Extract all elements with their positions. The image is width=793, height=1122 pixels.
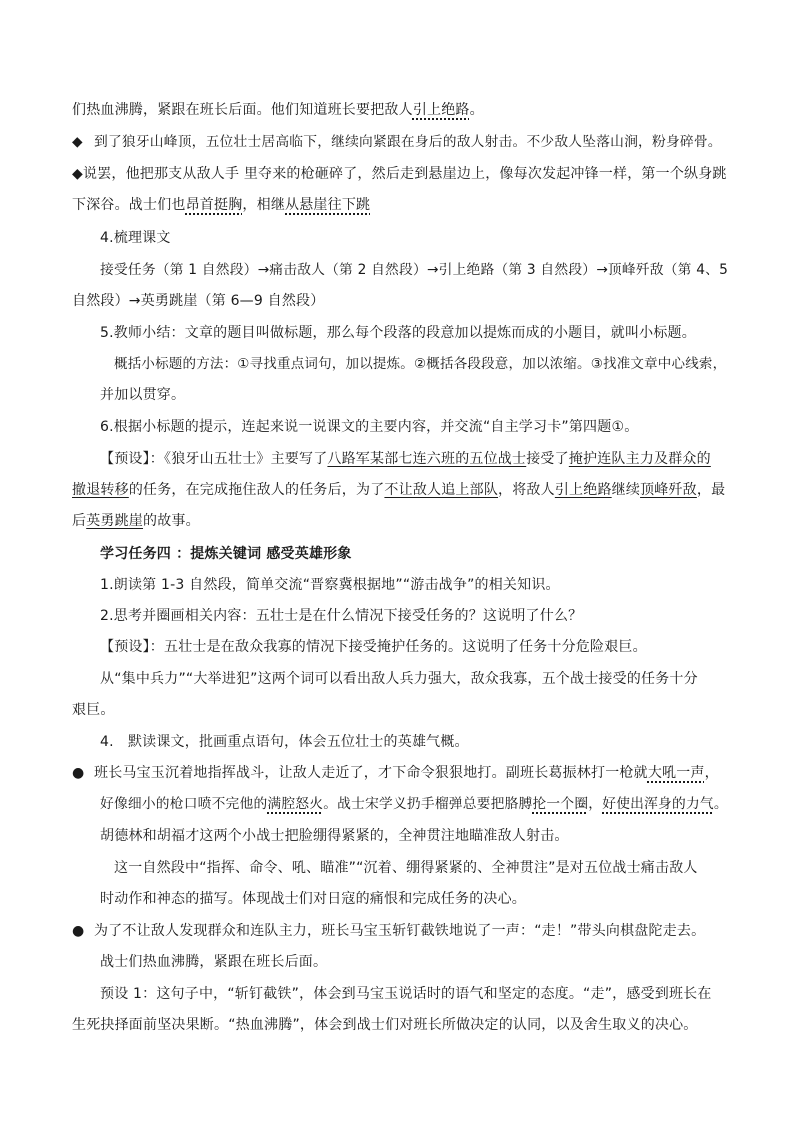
bullet-line <box>72 764 719 782</box>
text-segment: 。 <box>469 102 484 118</box>
text-line <box>72 1016 698 1034</box>
text-segment: ，相继 <box>242 197 286 213</box>
text-segment: 为了不让敌人发现群众和连队主力，班长马宝玉斩钉截铁地说了一声：“走！”带头向棋盘陀走去。 <box>94 923 706 939</box>
text-segment: 昂首挺胸 <box>185 197 243 213</box>
text-segment: 抡一个圈 <box>532 796 589 812</box>
text-segment: 大吼一声 <box>647 765 705 781</box>
text-segment: 【预设】： <box>100 451 164 467</box>
text-segment: 好像细小的枪口喷不完他的 <box>100 796 268 812</box>
text-line <box>114 355 726 373</box>
text-line <box>72 292 324 310</box>
text-line <box>100 261 728 279</box>
preset-line <box>100 638 647 656</box>
text-segment: 5.教师小结：文章的题目叫做标题，那么每个段落的段意加以提炼而成的小题目，就叫小标题。 <box>100 325 696 341</box>
text-line <box>100 576 560 594</box>
preset-line <box>100 450 711 468</box>
text-line <box>100 953 327 971</box>
text-segment: 到了狼牙山峰顶，五位壮士居高临下，继续向紧跟在身后的敌人射击。不少敌人坠落山涧，粉身碎骨。 <box>94 134 722 150</box>
preset-line <box>100 985 712 1003</box>
text-segment: 6.根据小标题的提示，连起来说一说课文的主要内容，并交流“自主学习卡”第四题①。 <box>100 419 639 435</box>
text-segment: 引上绝路 <box>554 482 612 498</box>
text-segment: 八路军某部七连六班的五位战士 <box>327 451 527 467</box>
text-segment: 。 <box>713 796 728 812</box>
text-segment: 4.梳理课文 <box>100 230 171 246</box>
text-segment: 战士们热血沸腾，紧跟在班长后面。 <box>100 954 328 970</box>
text-line <box>100 418 638 436</box>
text-line <box>100 607 582 625</box>
text-segment: 艰巨。 <box>72 702 115 718</box>
text-line <box>72 196 370 214</box>
text-line <box>100 827 569 845</box>
text-segment: 不让敌人追上部队 <box>384 482 499 498</box>
text-segment: 好使出浑身的力气 <box>602 796 714 812</box>
text-segment: 下深谷。战士们也 <box>72 197 186 213</box>
text-segment: 掩护连队主力及群众的 <box>568 451 711 467</box>
text-segment: 时动作和神态的描写。体现战士们对日寇的痛恨和完成任务的决心。 <box>100 891 526 907</box>
bullet-line <box>72 133 722 151</box>
text-segment: 并加以贯穿。 <box>100 387 186 403</box>
text-segment: 《狼牙山五壮士》主要写了 <box>164 451 328 467</box>
text-segment: 顶峰歼敌 <box>640 482 697 498</box>
text-line <box>100 324 696 342</box>
text-segment: 接受任务（第 1 自然段）→痛击敌人（第 2 自然段）→引上绝路（第 3 自然段）→顶峰歼敌（第 4、5 <box>100 262 729 278</box>
text-segment: 自然段）→英勇跳崖（第 6—9 自然段） <box>72 293 325 309</box>
text-segment: 英勇跳崖 <box>86 513 144 529</box>
text-segment: ● <box>72 765 85 781</box>
text-segment: 班长马宝玉沉着地指挥战斗，让敌人走近了，才下命令狠狠地打。副班长葛振林打一枪就 <box>94 765 648 781</box>
text-line <box>114 859 698 877</box>
text-segment: 从“集中兵力”“大举进犯”这两个词可以看出敌人兵力强大，敌众我寡，五个战士接受的任务十分 <box>100 671 698 687</box>
text-segment: ，最 <box>696 482 726 498</box>
text-segment: 这一自然段中“指挥、命令、吼、瞄准”“沉着、绷得紧紧的、全神贯注”是对五位战士痛击敌人 <box>114 860 698 876</box>
text-segment: ， <box>588 796 603 812</box>
text-line <box>100 733 469 751</box>
text-segment: 2.思考并圈画相关内容：五壮士是在什么情况下接受任务的？这说明了什么？ <box>100 608 583 624</box>
text-segment: 引上绝路 <box>412 102 470 118</box>
bullet-line <box>72 165 727 183</box>
task-heading <box>100 545 352 563</box>
text-segment: ● <box>72 923 85 939</box>
preset-line <box>72 512 200 530</box>
text-segment: ，将敌人 <box>498 482 555 498</box>
text-segment: 们热血沸腾，紧跟在班长后面。他们知道班长要把敌人 <box>72 102 413 118</box>
text-segment: 1.朗读第 1-3 自然段，简单交流“晋察冀根据地”“游击战争”的相关知识。 <box>100 577 560 593</box>
text-segment: 概括小标题的方法：①寻找重点词句，加以提炼。②概括各段段意，加以浓缩。③找准文章中心线索， <box>114 356 727 372</box>
section-heading <box>100 229 171 247</box>
text-segment: ◆ <box>72 134 83 150</box>
text-segment: 预设 1：这句子中，“斩钉截铁”，体会到马宝玉说话时的语气和坚定的态度。“走”，感受到班长在 <box>100 986 712 1002</box>
text-line <box>100 795 728 813</box>
text-segment: 。战士宋学义扔手榴弹总要把胳膊 <box>323 796 533 812</box>
text-segment: 继续 <box>611 482 641 498</box>
text-segment: 从悬崖往下跳 <box>285 197 371 213</box>
text-segment: 后 <box>72 513 87 529</box>
text-segment: 学习任务四 ：提炼关键词 感受英雄形象 <box>100 546 352 562</box>
text-segment: ◆说罢，他把那支从敌人手 里夺来的枪砸碎了，然后走到悬崖边上，像每次发起冲锋一样，第一个纵身跳 <box>72 166 727 182</box>
preset-line <box>72 481 725 499</box>
text-line <box>100 890 526 908</box>
text-segment: 的任务，在完成拖住敌人的任务后，为了 <box>128 482 385 498</box>
text-segment: ， <box>704 765 719 781</box>
text-line <box>72 101 484 119</box>
text-line <box>100 670 698 688</box>
text-line <box>100 386 185 404</box>
text-line <box>72 701 115 719</box>
text-segment: 的故事。 <box>143 513 200 529</box>
text-segment: 接受了 <box>526 451 569 467</box>
text-segment: 撤退转移 <box>72 482 129 498</box>
text-segment: 【预设】：五壮士是在敌众我寡的情况下接受掩护任务的。这说明了任务十分危险艰巨。 <box>100 639 647 655</box>
text-segment: 生死抉择面前坚决果断。“热血沸腾”，体会到战士们对班长所做决定的认同，以及舍生取义的决心。 <box>72 1017 698 1033</box>
bullet-line <box>72 922 705 940</box>
text-segment: 4. 默读课文，批画重点语句，体会五位壮士的英雄气概。 <box>100 734 469 750</box>
text-segment: 胡德林和胡福才这两个小战士把脸绷得紧紧的，全神贯注地瞄准敌人射击。 <box>100 828 569 844</box>
text-segment: 满腔怒火 <box>267 796 324 812</box>
